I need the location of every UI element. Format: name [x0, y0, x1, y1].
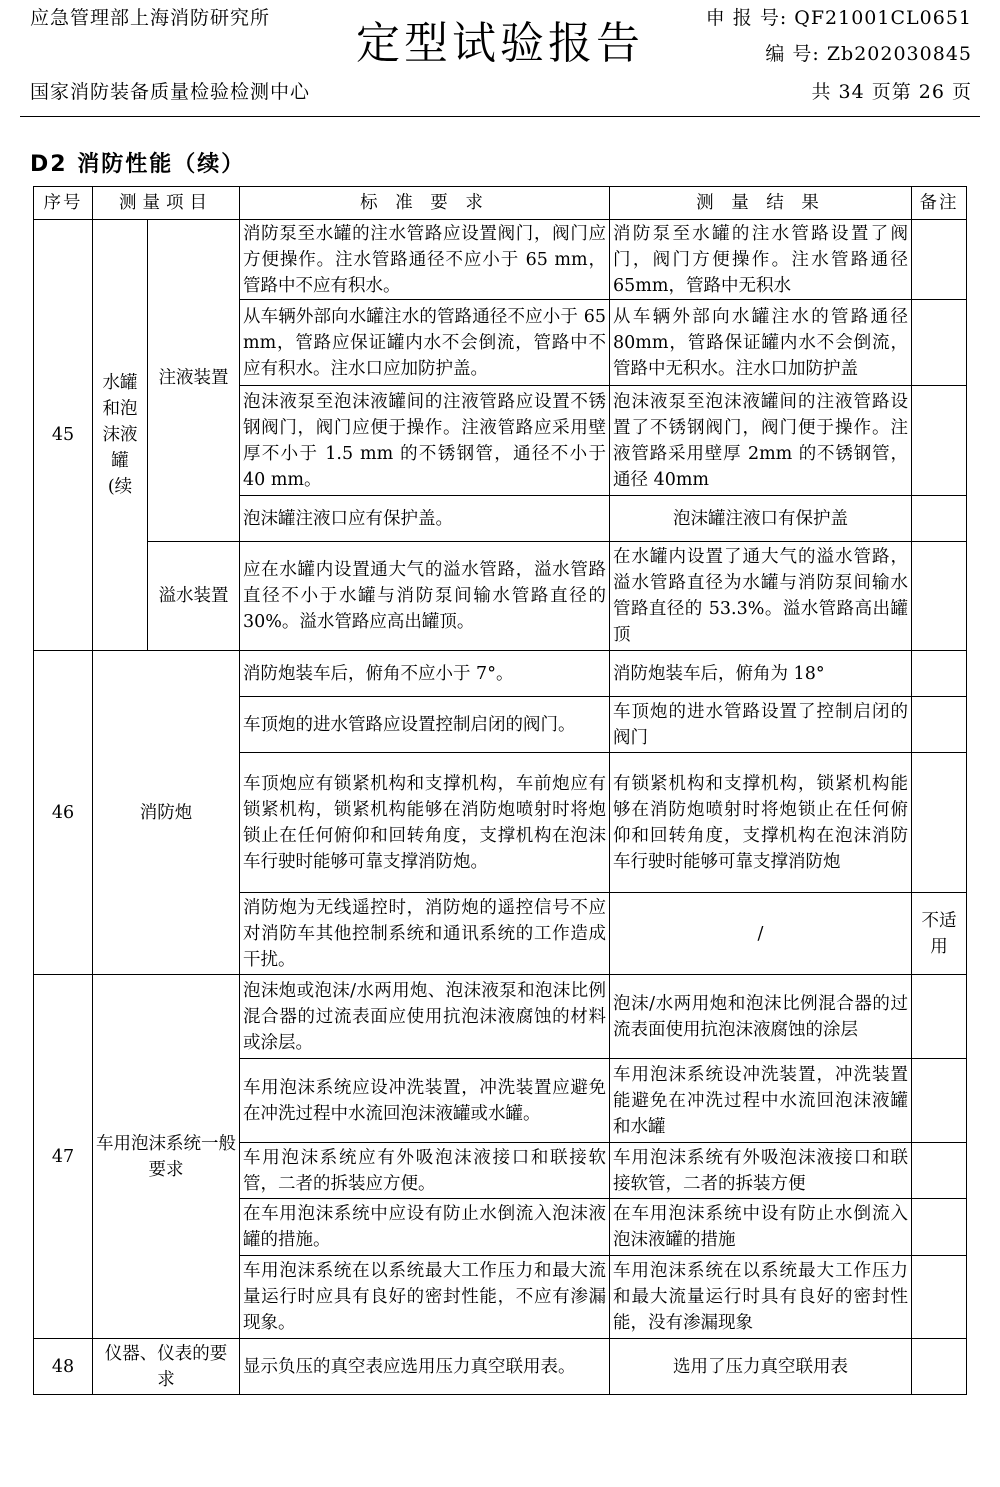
remark-cell	[912, 1059, 967, 1143]
requirement-cell: 车用泡沫系统应设冲洗装置，冲洗装置应避免在冲洗过程中水流回泡沫液罐或水罐。	[240, 1059, 610, 1143]
result-cell: 泡沫液泵至泡沫液罐间的注液管路设置了不锈钢阀门，阀门便于操作。注液管路采用壁厚 2mm 的不锈钢管，通径 40mm	[610, 386, 912, 496]
result-cell: 车用泡沫系统有外吸泡沫液接口和联接软管，二者的拆装方便	[610, 1143, 912, 1199]
remark-cell	[912, 1199, 967, 1256]
result-cell: 车用泡沫系统设冲洗装置，冲洗装置能避免在冲洗过程中水流回泡沫液罐和水罐	[610, 1059, 912, 1143]
item-cell: 仪器、仪表的要求	[93, 1339, 240, 1395]
result-cell: 泡沫/水两用炮和泡沫比例混合器的过流表面使用抗泡沫液腐蚀的涂层	[610, 975, 912, 1059]
result-cell: 从车辆外部向水罐注水的管路通径80mm，管路保证罐内水不会倒流，管路中无积水。注水口加防护盖	[610, 300, 912, 386]
requirement-cell: 车用泡沫系统在以系统最大工作压力和最大流量运行时应具有良好的密封性能，不应有渗漏现象。	[240, 1256, 610, 1339]
remark-cell	[912, 975, 967, 1059]
table-row	[34, 1339, 967, 1395]
seq-cell: 46	[34, 651, 93, 975]
remark-cell	[912, 542, 967, 651]
column-header-remark: 备注	[912, 187, 967, 220]
result-cell: 消防泵至水罐的注水管路设置了阀门，阀门方便操作。注水管路通径65mm，管路中无积水	[610, 220, 912, 300]
remark-cell	[912, 697, 967, 753]
column-header-item: 测量项目	[93, 187, 240, 220]
requirement-cell: 消防炮装车后，俯角不应小于 7°。	[240, 651, 610, 697]
remark-cell	[912, 386, 967, 496]
testing-center-name: 国家消防装备质量检验检测中心	[30, 81, 311, 103]
table-row	[34, 975, 967, 1059]
remark-cell	[912, 1256, 967, 1339]
remark-cell	[912, 496, 967, 542]
result-cell: /	[610, 893, 912, 975]
result-cell: 车顶炮的进水管路设置了控制启闭的阀门	[610, 697, 912, 753]
section-title: D2 消防性能（续）	[30, 152, 246, 177]
seq-cell: 48	[34, 1339, 93, 1395]
performance-table	[33, 186, 967, 1395]
requirement-cell: 在车用泡沫系统中应设有防止水倒流入泡沫液罐的措施。	[240, 1199, 610, 1256]
table-row	[34, 220, 967, 300]
requirement-cell: 消防炮为无线遥控时，消防炮的遥控信号不应对消防车其他控制系统和通讯系统的工作造成干扰。	[240, 893, 610, 975]
requirement-cell: 泡沫炮或泡沫/水两用炮、泡沫液泵和泡沫比例混合器的过流表面应使用抗泡沫液腐蚀的材料或涂层。	[240, 975, 610, 1059]
header-divider	[20, 116, 980, 117]
result-cell: 泡沫罐注液口有保护盖	[610, 496, 912, 542]
seq-cell: 47	[34, 975, 93, 1339]
requirement-cell: 车顶炮的进水管路应设置控制启闭的阀门。	[240, 697, 610, 753]
column-header-result: 测 量 结 果	[610, 187, 912, 220]
seq-cell: 45	[34, 220, 93, 651]
requirement-cell: 泡沫液泵至泡沫液罐间的注液管路应设置不锈钢阀门，阀门应便于操作。注液管路应采用壁厚不小于 1.5 mm 的不锈钢管，通径不小于 40 mm。	[240, 386, 610, 496]
organization-name: 应急管理部上海消防研究所	[30, 7, 271, 29]
result-cell: 有锁紧机构和支撑机构，锁紧机构能够在消防炮喷射时将炮锁止在任何俯仰和回转角度，支撑机构在泡沫消防车行驶时能够可靠支撑消防炮	[610, 753, 912, 893]
table-row	[34, 542, 967, 651]
requirement-cell: 显示负压的真空表应选用压力真空联用表。	[240, 1339, 610, 1395]
page-count: 共 34 页第 26 页	[811, 81, 972, 103]
requirement-cell: 应在水罐内设置通大气的溢水管路，溢水管路直径不小于水罐与消防泵间输水管路直径的 30%。溢水管路应高出罐顶。	[240, 542, 610, 651]
requirement-cell: 消防泵至水罐的注水管路应设置阀门，阀门应方便操作。注水管路通径不应小于 65 mm，管路中不应有积水。	[240, 220, 610, 300]
column-header-requirement: 标 准 要 求	[240, 187, 610, 220]
application-number: 申 报 号: QF21001CL0651	[705, 7, 972, 29]
table-header-row	[34, 187, 967, 220]
report-title: 定型试验报告	[356, 18, 644, 69]
item-cell: 车用泡沫系统一般要求	[93, 975, 240, 1339]
remark-cell	[912, 1143, 967, 1199]
item-cell: 消防炮	[93, 651, 240, 975]
remark-cell: 不适用	[912, 893, 967, 975]
requirement-cell: 车顶炮应有锁紧机构和支撑机构，车前炮应有锁紧机构，锁紧机构能够在消防炮喷射时将炮锁止在任何俯仰和回转角度，支撑机构在泡沫车行驶时能够可靠支撑消防炮。	[240, 753, 610, 893]
result-cell: 在车用泡沫系统中设有防止水倒流入泡沫液罐的措施	[610, 1199, 912, 1256]
remark-cell	[912, 220, 967, 300]
requirement-cell: 从车辆外部向水罐注水的管路通径不应小于 65 mm，管路应保证罐内水不会倒流，管路中不应有积水。注水口应加防护盖。	[240, 300, 610, 386]
result-cell: 选用了压力真空联用表	[610, 1339, 912, 1395]
remark-cell	[912, 300, 967, 386]
requirement-cell: 泡沫罐注液口应有保护盖。	[240, 496, 610, 542]
column-header-seq: 序号	[34, 187, 93, 220]
table-row	[34, 651, 967, 697]
requirement-cell: 车用泡沫系统应有外吸泡沫液接口和联接软管，二者的拆装应方便。	[240, 1143, 610, 1199]
result-cell: 车用泡沫系统在以系统最大工作压力和最大流量运行时具有良好的密封性能，没有渗漏现象	[610, 1256, 912, 1339]
remark-cell	[912, 651, 967, 697]
item-cell: 水罐和泡沫液罐(续	[93, 220, 148, 651]
subitem-cell: 溢水装置	[148, 542, 240, 651]
remark-cell	[912, 1339, 967, 1395]
result-cell: 在水罐内设置了通大气的溢水管路，溢水管路直径为水罐与消防泵间输水管路直径的 53.3%。溢水管路高出罐顶	[610, 542, 912, 651]
subitem-cell: 注液装置	[148, 220, 240, 542]
report-serial-number: 编 号: Zb202030845	[765, 43, 972, 65]
result-cell: 消防炮装车后，俯角为 18°	[610, 651, 912, 697]
remark-cell	[912, 753, 967, 893]
